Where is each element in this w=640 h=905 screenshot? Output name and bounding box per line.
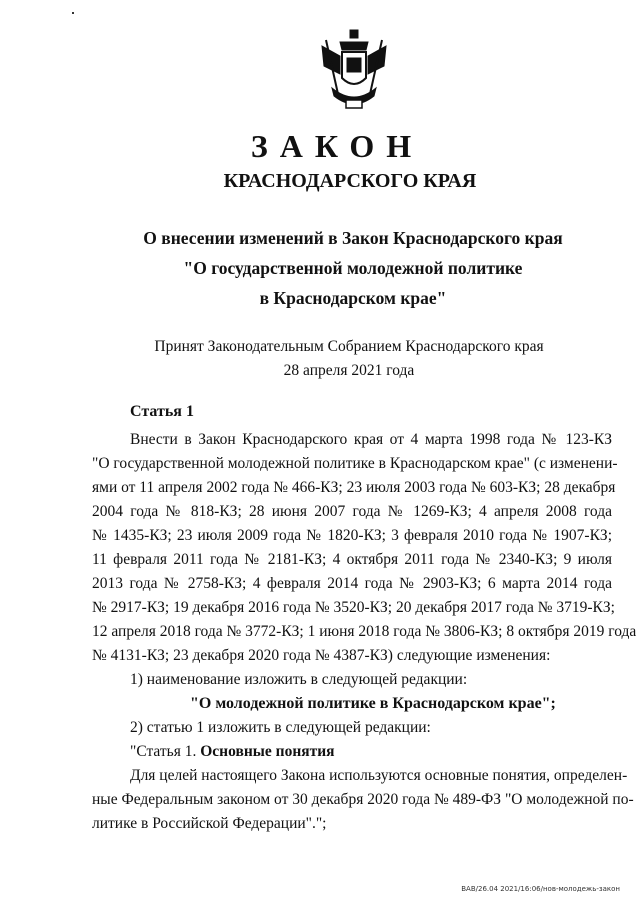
quoted-article-heading <box>130 743 640 761</box>
body-line: № 2917-КЗ; 19 декабря 2016 года № 3520-КЗ; 20 декабря 2017 года № 3719-КЗ; <box>92 599 615 616</box>
para-line: литике в Российской Федерации"."; <box>92 815 327 832</box>
adoption-line: Принят Законодательным Собранием Краснодарского края <box>154 338 544 355</box>
body-line: 2004 года № 818-КЗ; 28 июня 2007 года № 1269-КЗ; 4 апреля 2008 года <box>92 503 612 520</box>
body-line: Внести в Закон Краснодарского края от 4 марта 1998 года № 123-КЗ <box>130 431 612 448</box>
body-line: "О государственной молодежной политике в Краснодарском крае" (с изменени- <box>92 455 618 472</box>
body-line: ями от 11 апреля 2002 года № 466-КЗ; 23 июля 2003 года № 603-КЗ; 28 декабря <box>92 479 616 496</box>
body-line: 11 февраля 2011 года № 2181-КЗ; 4 октября 2011 года № 2340-КЗ; 9 июля <box>92 551 612 568</box>
new-title: "О молодежной политике в Краснодарском крае"; <box>190 695 556 712</box>
footer-code: ВАВ/26.04 2021/16:06/нов-молодежь-закон <box>461 885 620 893</box>
quote-prefix: "Статья 1. <box>130 743 201 760</box>
item-2: 2) статью 1 изложить в следующей редакции: <box>130 719 431 736</box>
document-region: КРАСНОДАРСКОГО КРАЯ <box>223 170 477 192</box>
quote-heading: Основные понятия <box>200 743 335 760</box>
coat-of-arms-emblem <box>318 28 390 114</box>
body-line: 12 апреля 2018 года № 3772-КЗ; 1 июня 2018 года № 3806-КЗ; 8 октября 2019 года <box>92 623 637 640</box>
para-line: ные Федеральным законом от 30 декабря 2020 года № 489-ФЗ "О молодежной по- <box>92 791 634 808</box>
adoption-date: 28 апреля 2021 года <box>283 362 415 379</box>
subject-line-2: "О государственной молодежной политике <box>183 258 523 278</box>
para-line: Для целей настоящего Закона используются основные понятия, определен- <box>130 767 628 784</box>
document-title: ЗАКОН <box>250 128 424 164</box>
article-heading: Статья 1 <box>130 403 194 420</box>
body-line: № 1435-КЗ; 23 июля 2009 года № 1820-КЗ; 3 февраля 2010 года № 1907-КЗ; <box>92 527 612 544</box>
body-line: 2013 года № 2758-КЗ; 4 февраля 2014 года № 2903-КЗ; 6 марта 2014 года <box>92 575 612 592</box>
subject-line-3: в Краснодарском крае" <box>259 288 447 308</box>
subject-line-1: О внесении изменений в Закон Краснодарского края <box>143 228 563 248</box>
scan-dot <box>72 12 74 14</box>
body-line: № 4131-КЗ; 23 декабря 2020 года № 4387-КЗ) следующие изменения: <box>92 647 551 664</box>
item-1: 1) наименование изложить в следующей редакции: <box>130 671 468 688</box>
